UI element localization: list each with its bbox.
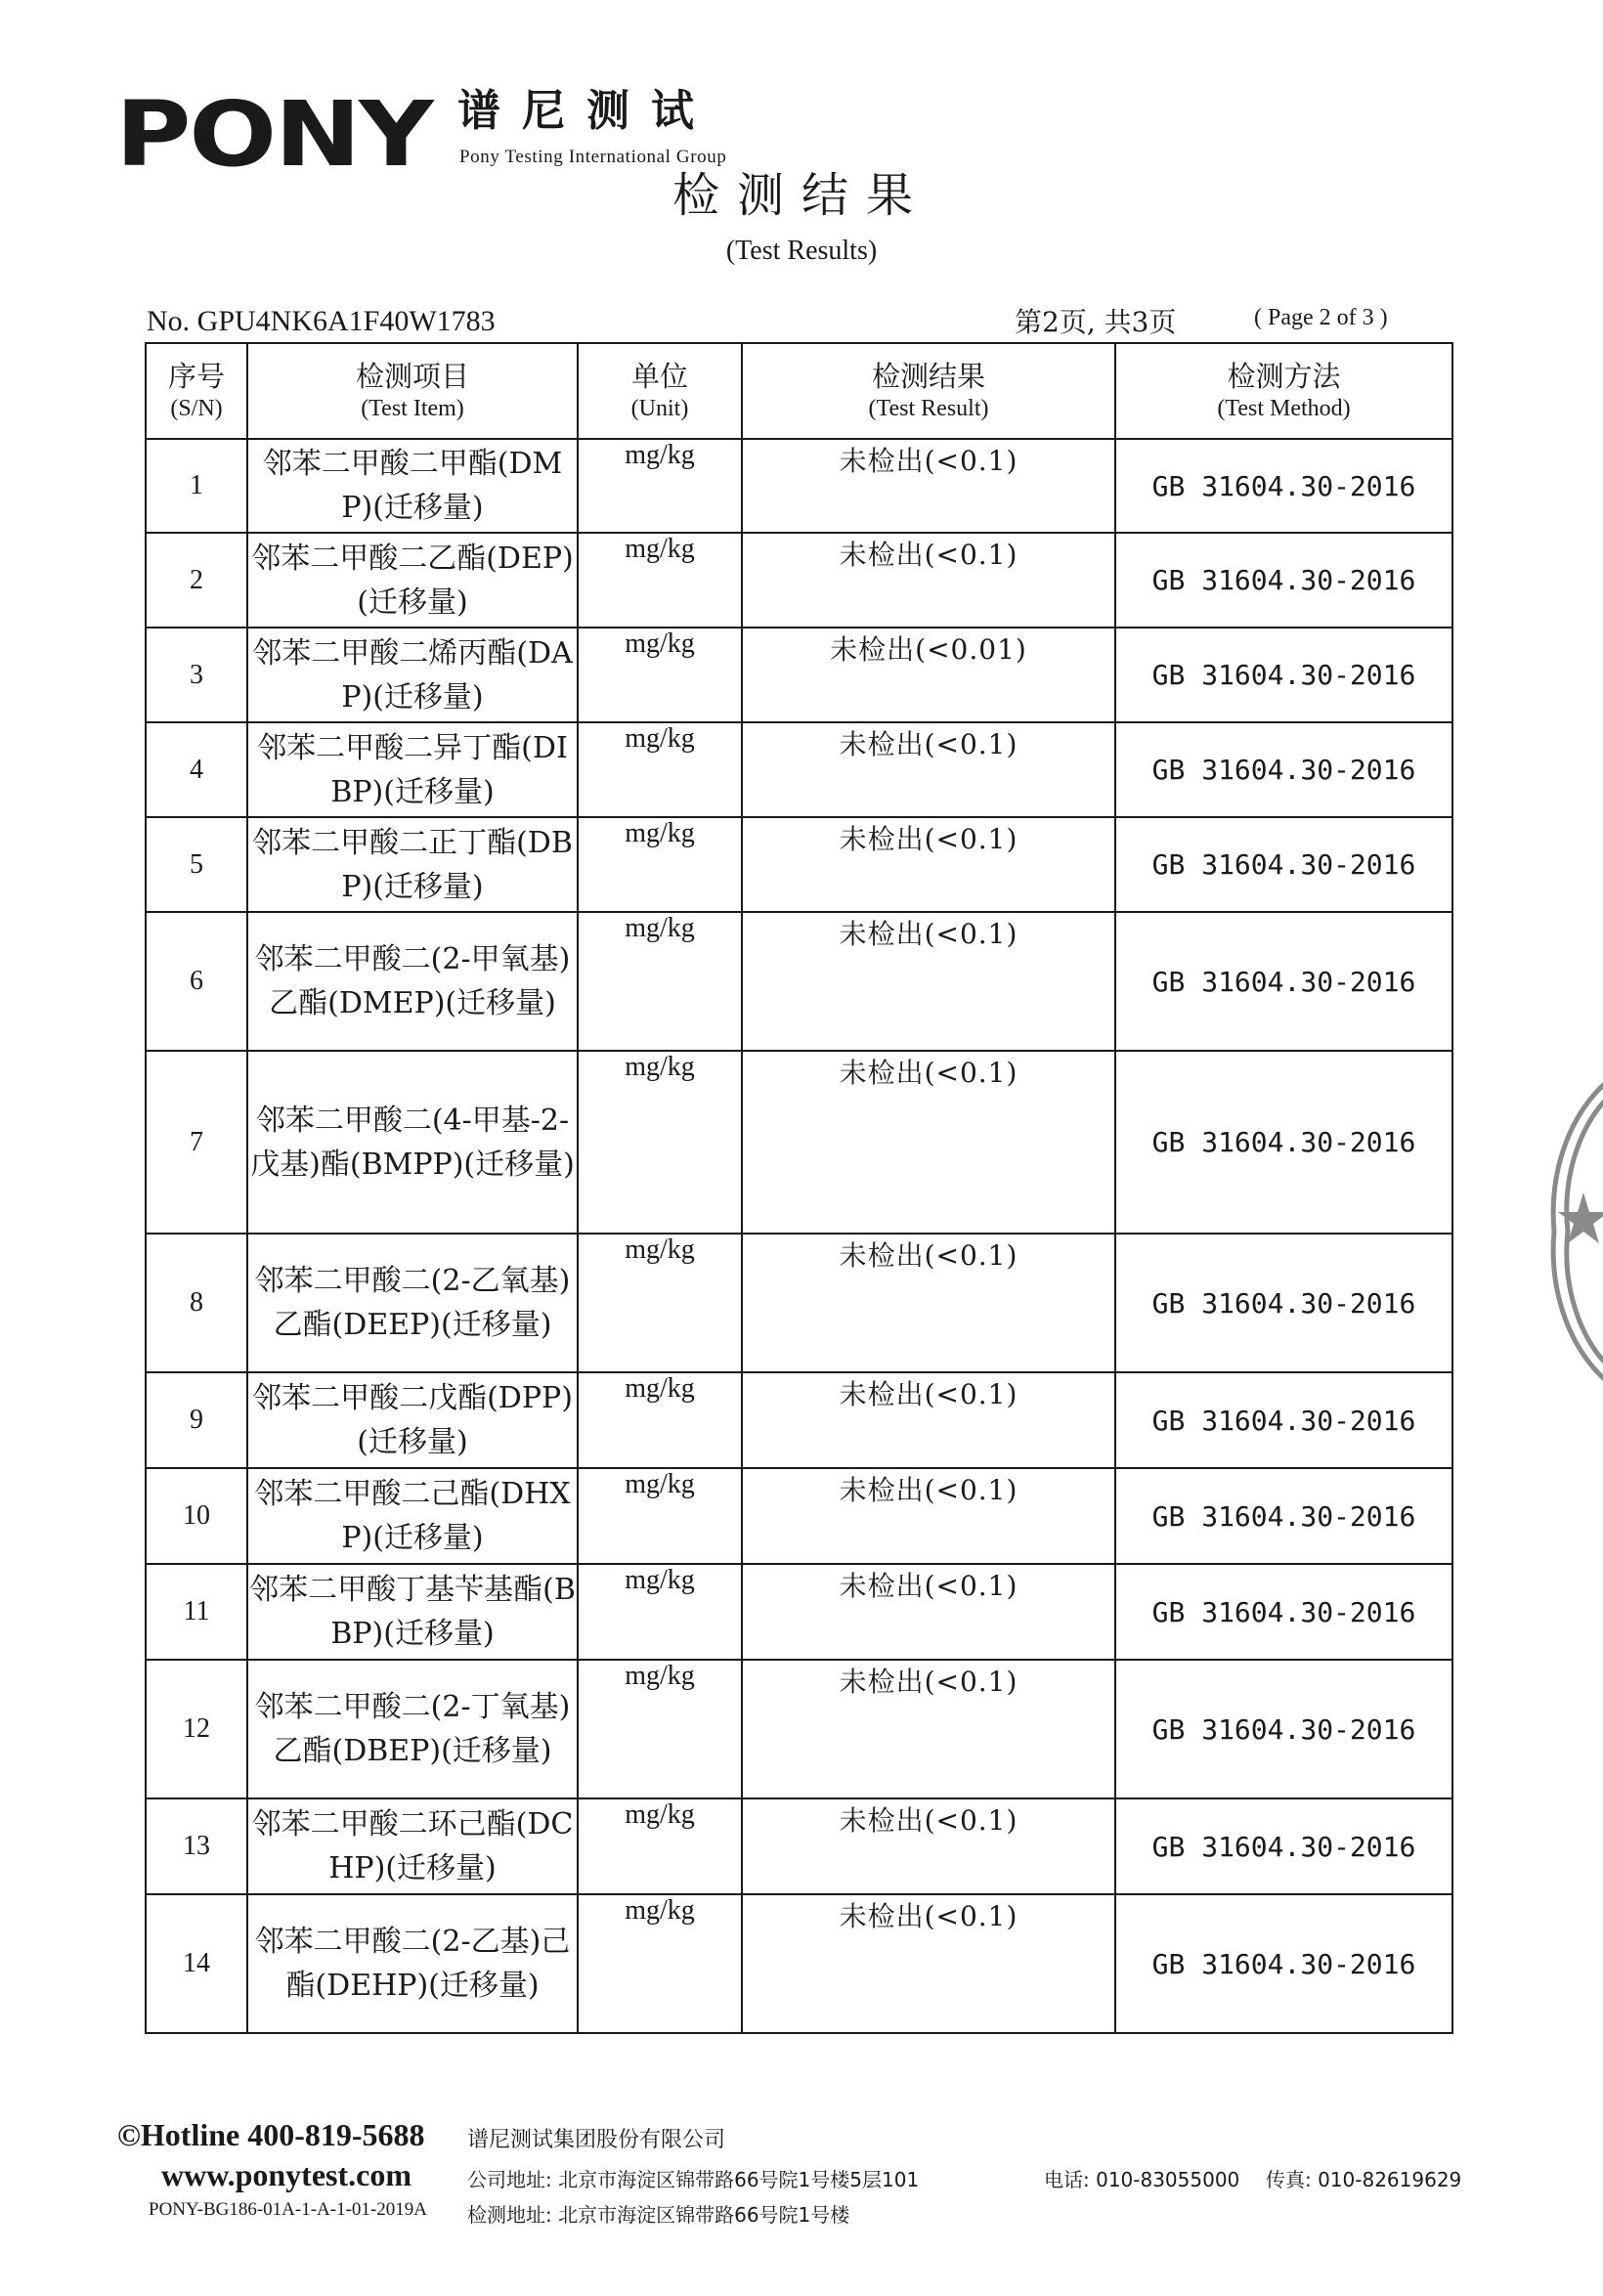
cell-item: 邻苯二甲酸二(2-甲氧基)乙酯(DMEP)(迁移量) (247, 912, 578, 1051)
company-name-en: Pony Testing International Group (459, 147, 727, 167)
cell-item: 邻苯二甲酸二(2-乙基)己酯(DEHP)(迁移量) (247, 1894, 578, 2033)
cell-result: 未检出(<0.1) (742, 1051, 1115, 1234)
cell-sn: 3 (146, 628, 247, 722)
col-header-cn: 序号 (167, 360, 225, 393)
cell-unit: mg/kg (578, 1798, 742, 1894)
cell-item: 邻苯二甲酸丁基苄基酯(BBP)(迁移量) (247, 1564, 578, 1660)
cell-unit: mg/kg (578, 1564, 742, 1660)
cell-unit: mg/kg (578, 1468, 742, 1564)
cell-unit: mg/kg (578, 1372, 742, 1468)
cell-unit: mg/kg (578, 628, 742, 722)
table-row (146, 1564, 1452, 1660)
table-row (146, 722, 1452, 817)
table-row (146, 1468, 1452, 1564)
cell-method: GB 31604.30-2016 (1115, 1564, 1452, 1660)
cell-item: 邻苯二甲酸二烯丙酯(DAP)(迁移量) (247, 628, 578, 722)
cell-method: GB 31604.30-2016 (1115, 628, 1452, 722)
cell-unit: mg/kg (578, 1234, 742, 1372)
table-row (146, 1798, 1452, 1894)
cell-method: GB 31604.30-2016 (1115, 1798, 1452, 1894)
cell-method: GB 31604.30-2016 (1115, 1894, 1452, 2033)
page-indicator-cn: 第2页, 共3页 (1015, 306, 1177, 338)
cell-sn: 1 (146, 439, 247, 533)
table-header-row (146, 343, 1452, 439)
cell-result: 未检出(<0.1) (742, 533, 1115, 628)
cell-method: GB 31604.30-2016 (1115, 722, 1452, 817)
cell-item: 邻苯二甲酸二乙酯(DEP)(迁移量) (247, 533, 578, 628)
cell-result: 未检出(<0.1) (742, 817, 1115, 912)
col-header-method (1115, 343, 1452, 439)
cell-result: 未检出(<0.1) (742, 1660, 1115, 1798)
cell-method: GB 31604.30-2016 (1115, 439, 1452, 533)
report-number: No. GPU4NK6A1F40W1783 (147, 305, 496, 337)
cell-unit: mg/kg (578, 1051, 742, 1234)
table-row (146, 1894, 1452, 2033)
col-header-item (247, 343, 578, 439)
cell-item: 邻苯二甲酸二(2-丁氧基)乙酯(DBEP)(迁移量) (247, 1660, 578, 1798)
cell-sn: 12 (146, 1660, 247, 1798)
cell-result: 未检出(<0.1) (742, 1234, 1115, 1372)
cell-result: 未检出(<0.1) (742, 1372, 1115, 1468)
cell-sn: 10 (146, 1468, 247, 1564)
table-row (146, 1234, 1452, 1372)
cell-sn: 9 (146, 1372, 247, 1468)
hotline: ©Hotline 400-819-5688 (117, 2117, 425, 2152)
cell-method: GB 31604.30-2016 (1115, 912, 1452, 1051)
cell-item: 邻苯二甲酸二正丁酯(DBP)(迁移量) (247, 817, 578, 912)
col-header-en: (Test Method) (1217, 396, 1351, 421)
cell-item: 邻苯二甲酸二戊酯(DPP)(迁移量) (247, 1372, 578, 1468)
cell-item: 邻苯二甲酸二甲酯(DMP)(迁移量) (247, 439, 578, 533)
test-address: 检测地址: 北京市海淀区锦带路66号院1号楼 (467, 2203, 850, 2227)
table-row (146, 628, 1452, 722)
cell-method: GB 31604.30-2016 (1115, 1468, 1452, 1564)
fax-number: 传真: 010-82619629 (1266, 2168, 1462, 2191)
table-row (146, 912, 1452, 1051)
cell-unit: mg/kg (578, 912, 742, 1051)
table-row (146, 1051, 1452, 1234)
page-indicator-en: ( Page 2 of 3 ) (1254, 305, 1388, 330)
cell-result: 未检出(<0.1) (742, 912, 1115, 1051)
cell-method: GB 31604.30-2016 (1115, 817, 1452, 912)
cell-item: 邻苯二甲酸二环己酯(DCHP)(迁移量) (247, 1798, 578, 1894)
cell-method: GB 31604.30-2016 (1115, 1234, 1452, 1372)
pony-logo: PONY (115, 82, 432, 187)
footer-company-name: 谱尼测试集团股份有限公司 (467, 2128, 726, 2152)
cell-result: 未检出(<0.1) (742, 722, 1115, 817)
table-row (146, 1372, 1452, 1468)
cell-method: GB 31604.30-2016 (1115, 1660, 1452, 1798)
seal-fragment (1544, 1065, 1603, 1398)
company-address: 公司地址: 北京市海淀区锦带路66号院1号楼5层101 (467, 2168, 920, 2191)
cell-method: GB 31604.30-2016 (1115, 1051, 1452, 1234)
table-row (146, 439, 1452, 533)
cell-item: 邻苯二甲酸二异丁酯(DIBP)(迁移量) (247, 722, 578, 817)
cell-sn: 11 (146, 1564, 247, 1660)
cell-result: 未检出(<0.01) (742, 628, 1115, 722)
cell-sn: 14 (146, 1894, 247, 2033)
cell-unit: mg/kg (578, 722, 742, 817)
cell-result: 未检出(<0.1) (742, 1894, 1115, 2033)
cell-unit: mg/kg (578, 1894, 742, 2033)
page-title-cn: 检测结果 (672, 168, 931, 223)
col-header-en: (Test Result) (868, 396, 989, 421)
col-header-sn (146, 343, 247, 439)
table-row (146, 1660, 1452, 1798)
cell-sn: 4 (146, 722, 247, 817)
cell-item: 邻苯二甲酸二己酯(DHXP)(迁移量) (247, 1468, 578, 1564)
col-header-en: (S/N) (170, 396, 223, 421)
cell-unit: mg/kg (578, 1660, 742, 1798)
col-header-cn: 单位 (630, 360, 688, 393)
col-header-result (742, 343, 1115, 439)
cell-result: 未检出(<0.1) (742, 439, 1115, 533)
form-code: PONY-BG186-01A-1-A-1-01-2019A (149, 2199, 427, 2220)
company-name-cn: 谱尼测试 (457, 86, 715, 136)
col-header-unit (578, 343, 742, 439)
cell-method: GB 31604.30-2016 (1115, 1372, 1452, 1468)
table-row (146, 817, 1452, 912)
cell-unit: mg/kg (578, 533, 742, 628)
cell-sn: 2 (146, 533, 247, 628)
cell-result: 未检出(<0.1) (742, 1468, 1115, 1564)
col-header-cn: 检测项目 (355, 360, 469, 393)
cell-sn: 13 (146, 1798, 247, 1894)
cell-unit: mg/kg (578, 817, 742, 912)
cell-result: 未检出(<0.1) (742, 1798, 1115, 1894)
col-header-en: (Unit) (630, 396, 689, 421)
website-link[interactable]: www.ponytest.com (161, 2157, 412, 2192)
cell-item: 邻苯二甲酸二(4-甲基-2-戊基)酯(BMPP)(迁移量) (247, 1051, 578, 1234)
table-row (146, 533, 1452, 628)
cell-sn: 5 (146, 817, 247, 912)
col-header-cn: 检测方法 (1227, 360, 1341, 393)
phone-number: 电话: 010-83055000 (1044, 2168, 1240, 2191)
col-header-en: (Test Item) (361, 396, 464, 421)
cell-sn: 8 (146, 1234, 247, 1372)
cell-unit: mg/kg (578, 439, 742, 533)
cell-item: 邻苯二甲酸二(2-乙氧基)乙酯(DEEP)(迁移量) (247, 1234, 578, 1372)
cell-sn: 7 (146, 1051, 247, 1234)
page-title-en: (Test Results) (725, 236, 878, 266)
seal-fragment-graphic (1544, 1065, 1603, 1398)
results-table (145, 342, 1453, 2034)
cell-sn: 6 (146, 912, 247, 1051)
cell-result: 未检出(<0.1) (742, 1564, 1115, 1660)
cell-method: GB 31604.30-2016 (1115, 533, 1452, 628)
col-header-cn: 检测结果 (871, 360, 985, 393)
